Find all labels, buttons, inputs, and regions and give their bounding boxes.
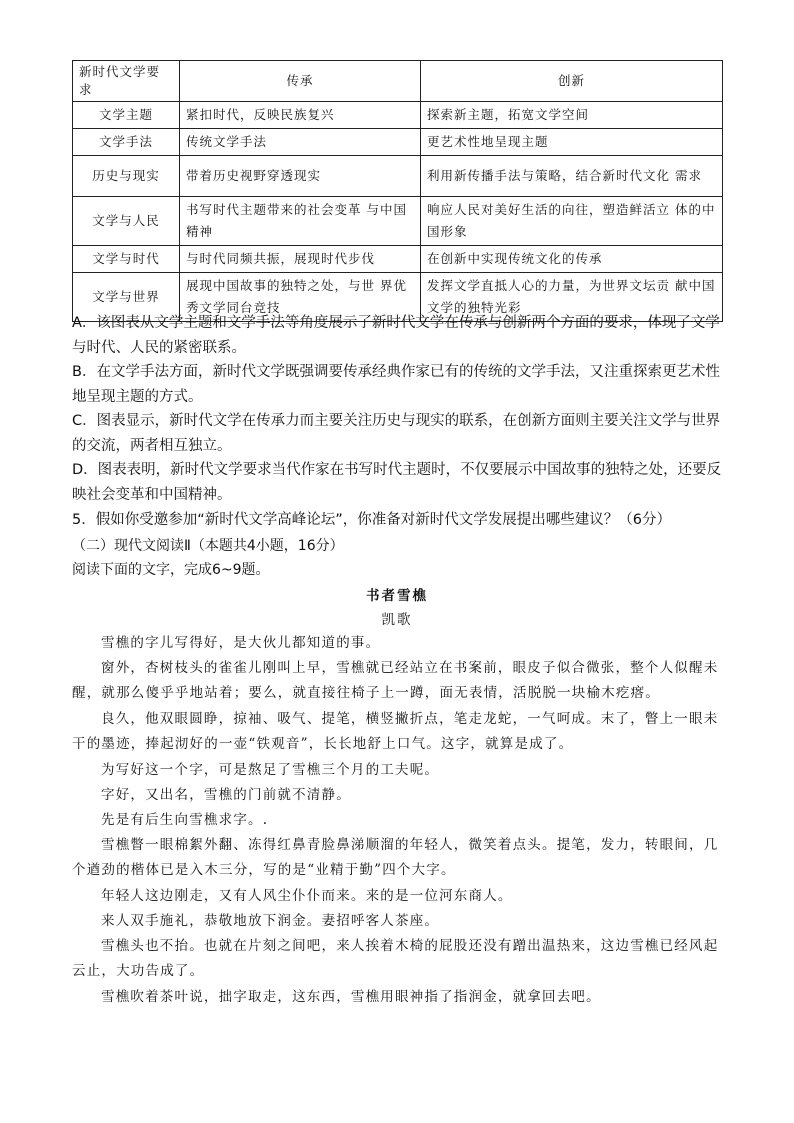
article-paragraph: 字好，又出名，雪樵的门前就不清静。	[101, 787, 351, 803]
table-row	[73, 129, 723, 156]
inherit-cell: 书写时代主题带来的社会变革 与中国精神	[180, 197, 421, 246]
header-cell-innovate: 创新	[421, 61, 723, 102]
article-paragraph: 年轻人这边刚走，又有人风尘仆仆而来。来的是一位河东商人。	[101, 888, 513, 904]
option-d: D．图表表明，新时代文学要求当代作家在书写时代主题时，不仅要展示中国故事的独特之处，还要反映社会变革和中国精神。	[72, 462, 722, 503]
option-c: C．图表显示，新时代文学在传承力而主要关注历史与现实的联系，在创新方面则主要关注文学与世界的交流，两者相互独立。	[72, 413, 721, 454]
inherit-cell: 紧扣时代，反映民族复兴	[180, 102, 421, 129]
header-cell-inherit: 传承	[180, 61, 421, 102]
row-label: 历史与现实	[73, 156, 180, 197]
article-author: 凯歌	[381, 612, 413, 628]
inherit-cell: 与时代同频共振，展现时代步伐	[180, 246, 421, 273]
article-paragraph: 窗外，杏树枝头的雀雀儿刚叫上早，雪樵就已经站立在书案前，眼皮子似合微张，整个人似醒未醒，就那么傻乎乎地站着；要么，就直接往椅子上一蹲，面无表情，活脱脱一块榆木疙瘩。	[72, 660, 719, 702]
innovate-cell: 发挥文学直抵人心的力量，为世界文坛贡 献中国文学的独特光彩	[421, 273, 723, 322]
article-title: 书者雪樵	[366, 588, 428, 604]
innovate-cell: 在创新中实现传统文化的传承	[421, 246, 723, 273]
row-label: 文学主题	[73, 102, 180, 129]
article-paragraph: 雪樵瞥一眼棉絮外翻、冻得红鼻青脸鼻涕顺溜的年轻人，微笑着点头。提笔，发力，转眼间，几个遒劲的楷体已是入木三分，写的是“业精于勤”四个大字。	[72, 837, 719, 879]
option-b: B．在文学手法方面，新时代文学既强调要传承经典作家已有的传统的文学手法，又注重探索更艺术性地呈现主题的方式。	[72, 364, 720, 405]
row-label: 文学与人民	[73, 197, 180, 246]
innovate-cell: 利用新传播手法与策略，结合新时代文化 需求	[421, 156, 723, 197]
article-paragraph: 雪樵头也不抬。也就在片刻之间吧，来人挨着木椅的屁股还没有蹭出温热来，这边雪樵已经风起云止，大功告成了。	[72, 938, 719, 980]
innovate-cell: 更艺术性地呈现主题	[421, 129, 723, 156]
inherit-cell: 传统文学手法	[180, 129, 421, 156]
table-row	[73, 246, 723, 273]
question-5: 5．假如你受邀参加“新时代文学高峰论坛”，你准备对新时代文学发展提出哪些建议？（6分）	[72, 512, 671, 528]
option-a: A．该图表从文学主题和文学手法等角度展示了新时代文学在传承与创新两个方面的要求，体现了文学与时代、人民的紧密联系。	[72, 315, 720, 356]
table-row	[73, 197, 723, 246]
table-row	[73, 102, 723, 129]
article-paragraph: 来人双手施礼，恭敬地放下润金。妻招呼客人茶座。	[101, 913, 440, 929]
innovate-cell: 探索新主题，拓宽文学空间	[421, 102, 723, 129]
article-paragraph: 良久，他双眼圆睁，掠袖、吸气、提笔，横竖撇折点，笔走龙蛇，一气呵成。末了，瞥上一眼未干的墨迹，捧起沏好的一壶“铁观音”，长长地舒上口气。这字，就算是成了。	[72, 711, 719, 753]
article-paragraph: 雪樵的字儿写得好，是大伙儿都知道的事。	[101, 635, 381, 651]
row-label: 文学与世界	[73, 273, 180, 322]
reading-instruction: 阅读下面的文字，完成6~9题。	[72, 562, 270, 578]
header-cell-requirement: 新时代文学要求	[73, 61, 180, 102]
inherit-cell: 展现中国故事的独特之处，与世 界优秀文学同台竞技	[180, 273, 421, 322]
article-paragraph: 先是有后生向雪樵求字。.	[101, 812, 269, 828]
section-heading: （二）现代文阅读Ⅱ（本题共4小题，16分）	[72, 538, 344, 554]
row-label: 文学与时代	[73, 246, 180, 273]
inherit-cell: 带着历史视野穿透现实	[180, 156, 421, 197]
article-paragraph: 雪樵吹着茶叶说，拙字取走，这东西，雪樵用眼神指了指润金，就拿回去吧。	[101, 989, 601, 1005]
table-header-row	[73, 61, 723, 102]
table-row	[73, 156, 723, 197]
requirements-table	[72, 60, 723, 322]
article-paragraph: 为写好这一个字，可是熬足了雪樵三个月的工夫呢。	[101, 762, 440, 778]
row-label: 文学手法	[73, 129, 180, 156]
innovate-cell: 响应人民对美好生活的向往，塑造鲜活立 体的中国形象	[421, 197, 723, 246]
